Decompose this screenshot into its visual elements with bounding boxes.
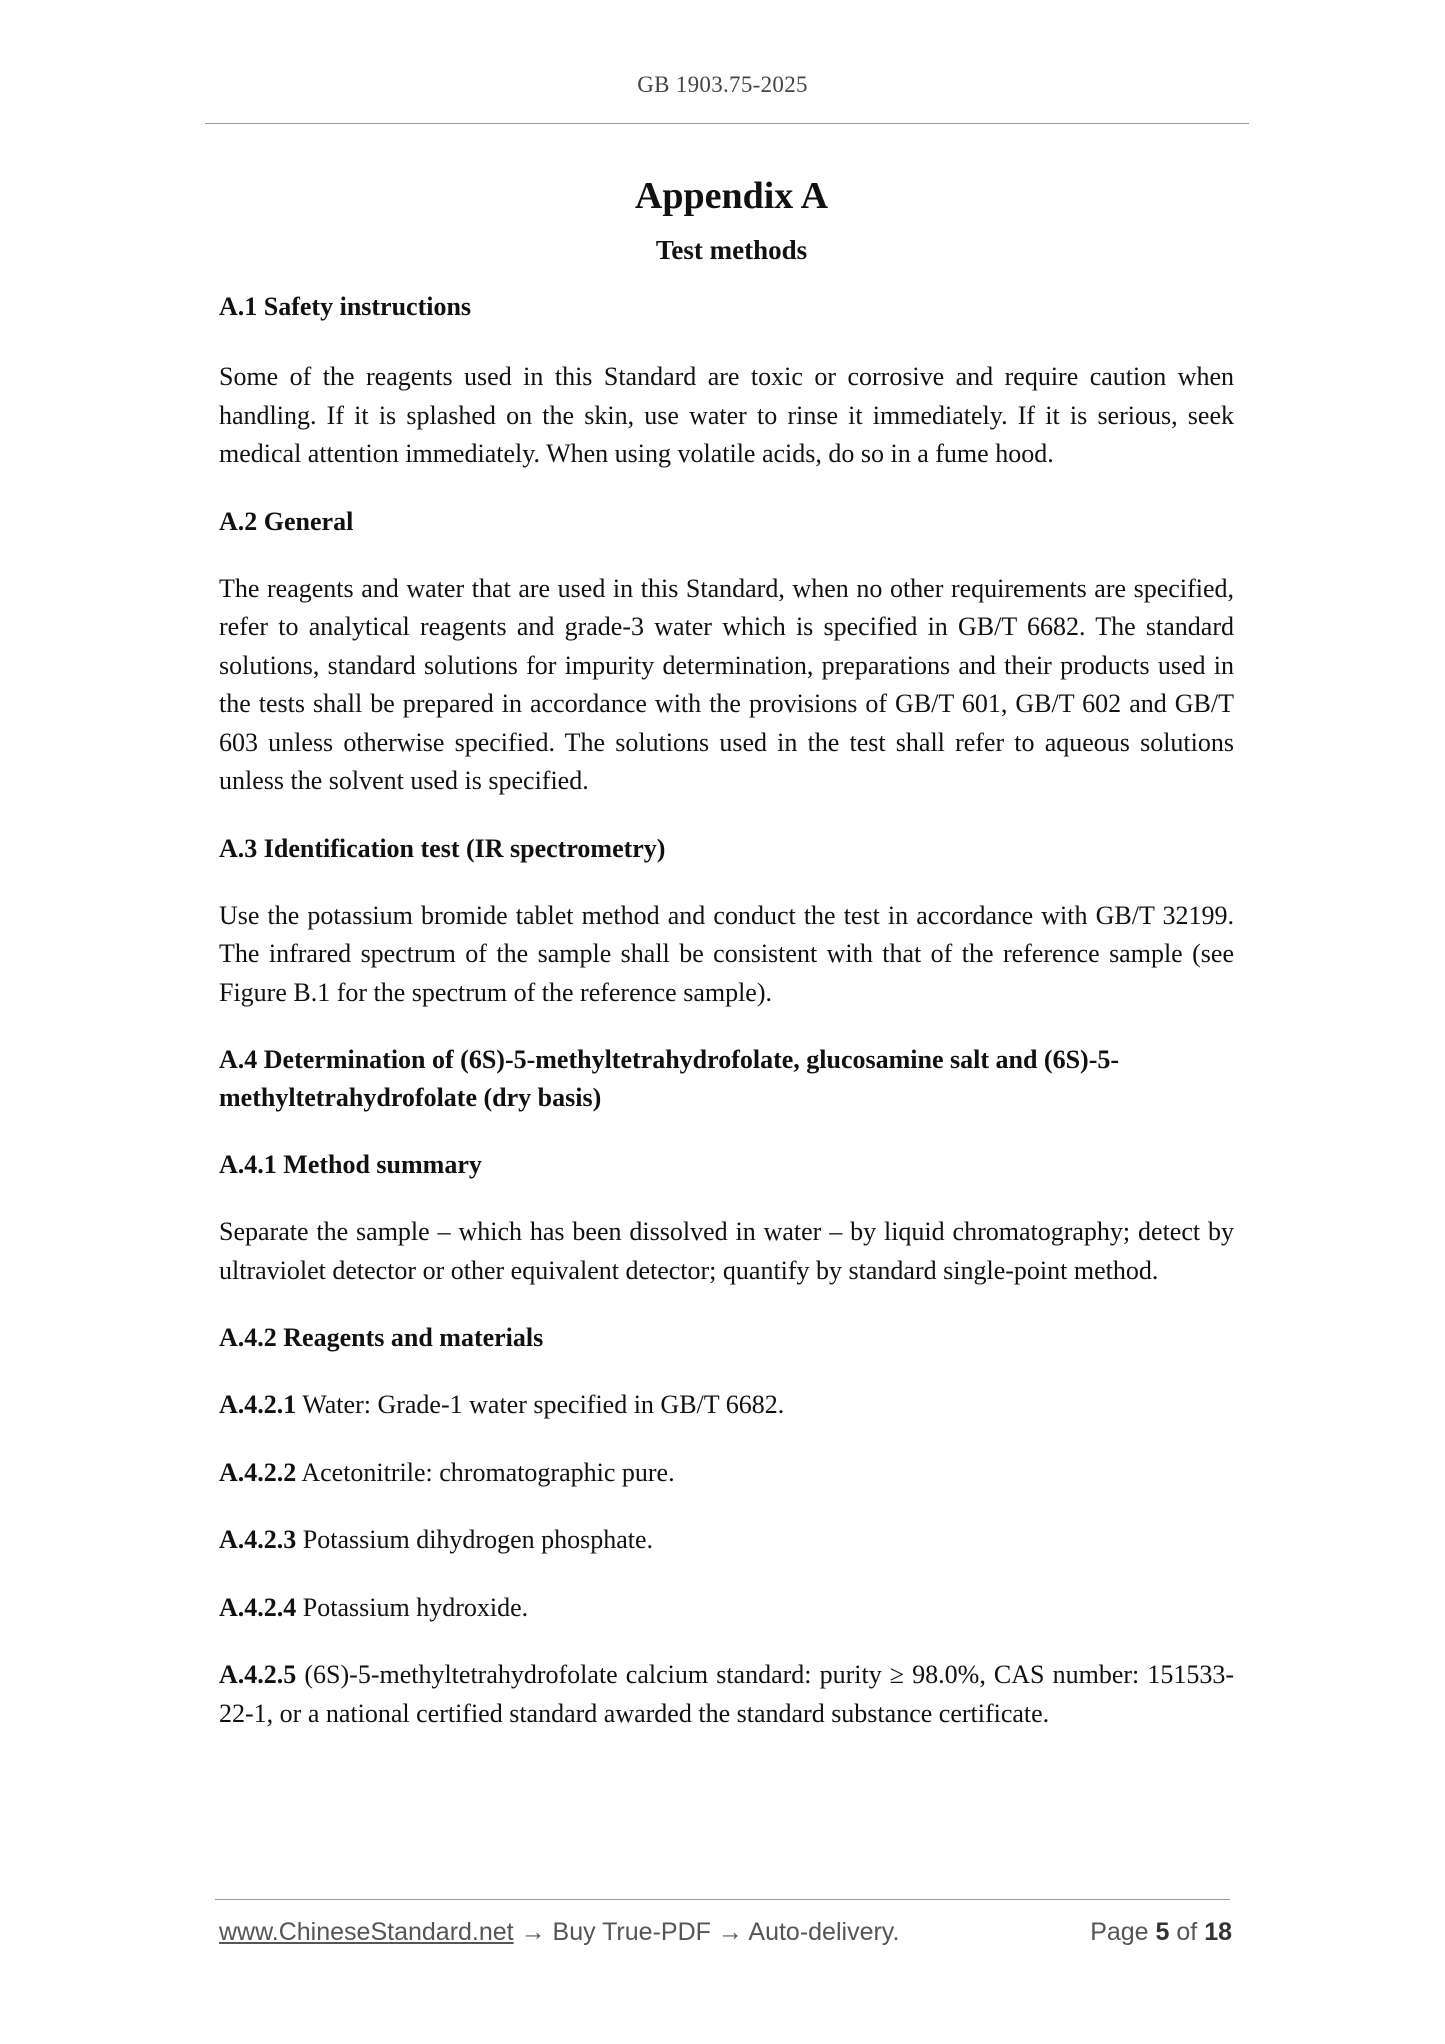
section-a41-heading: A.4.1 Method summary (219, 1150, 482, 1179)
reagent-item (219, 1521, 1234, 1560)
page-footer (219, 1918, 1232, 1954)
reagent-item-number: A.4.2.2 (219, 1457, 297, 1487)
reagent-item-text: Water: Grade-1 water specified in GB/T 6682. (296, 1390, 785, 1419)
page-indicator (1090, 1918, 1232, 1947)
reagent-item (219, 1656, 1234, 1733)
reagent-item-text: Acetonitrile: chromatographic pure. (296, 1457, 675, 1487)
reagent-item-number: A.4.2.5 (219, 1660, 297, 1689)
reagent-item (219, 1454, 1234, 1493)
section-a2-text: The reagents and water that are used in this Standard, when no other requirements are specified, refer to analytical reagents and grade-3 water which is specified in GB/T 6682. The standard solutions, standard solutions for impurity determination, preparations and their products used in the tests shall be prepared in accordance with the provisions of GB/T 601, GB/T 602 and GB/T 603 unless otherwise specified. The solutions used in the test shall refer to aqueous solutions unless the solvent used is specified. (219, 573, 1234, 795)
page-content (219, 170, 1234, 1733)
website-link[interactable]: www.ChineseStandard.net (219, 1918, 514, 1946)
footer-divider (215, 1899, 1230, 1900)
section-a4-heading: A.4 Determination of (6S)-5-methyltetrahydrofolate, glucosamine salt and (6S)-5-methyltetrahydrofolate (dry basis) (219, 1045, 1120, 1112)
section-a1-heading: A.1 Safety instructions (219, 292, 472, 321)
section-a41-text: Separate the sample – which has been dissolved in water – by liquid chromatography; detect by ultraviolet detector or other equivalent detector; quantify by standard single-point method. (219, 1217, 1234, 1285)
reagent-item-number: A.4.2.4 (219, 1592, 297, 1622)
of-word: of (1169, 1918, 1205, 1946)
current-page-number: 5 (1155, 1918, 1170, 1946)
footer-promo (219, 1918, 899, 1947)
footer-promo-text: → Buy True-PDF → Auto-delivery. (513, 1918, 900, 1946)
document-id-header: GB 1903.75-2025 (637, 72, 808, 97)
page-word: Page (1090, 1918, 1156, 1946)
appendix-title: Appendix A (634, 175, 829, 217)
appendix-subtitle: Test methods (655, 235, 808, 265)
section-a2-heading: A.2 General (219, 506, 354, 536)
reagent-item-text: Potassium dihydrogen phosphate. (296, 1525, 654, 1554)
total-pages-number: 18 (1204, 1918, 1232, 1946)
section-a42-heading: A.4.2 Reagents and materials (219, 1323, 544, 1352)
header-divider (205, 123, 1249, 124)
reagent-item-number: A.4.2.1 (219, 1390, 297, 1419)
section-a3-text: Use the potassium bromide tablet method and conduct the test in accordance with GB/T 32199. The infrared spectrum of the sample shall be consistent with that of the reference sample (see Figure B.1 for the spectrum of the reference sample). (219, 900, 1234, 1007)
section-a1-text: Some of the reagents used in this Standard are toxic or corrosive and require caution when handling. If it is splashed on the skin, use water to rinse it immediately. If it is serious, seek medical attention immediately. When using volatile acids, do so in a fume hood. (219, 362, 1234, 468)
reagent-item-text: Potassium hydroxide. (296, 1592, 529, 1622)
reagent-item (219, 1386, 1234, 1425)
reagent-item-text: (6S)-5-methyltetrahydrofolate calcium standard: purity ≥ 98.0%, CAS number: 151533-22-1, or a national certified standard awarded the standard substance certificate. (219, 1660, 1234, 1728)
reagent-item-number: A.4.2.3 (219, 1525, 297, 1554)
reagent-item (219, 1589, 1234, 1628)
section-a3-heading: A.3 Identification test (IR spectrometry) (219, 833, 666, 863)
